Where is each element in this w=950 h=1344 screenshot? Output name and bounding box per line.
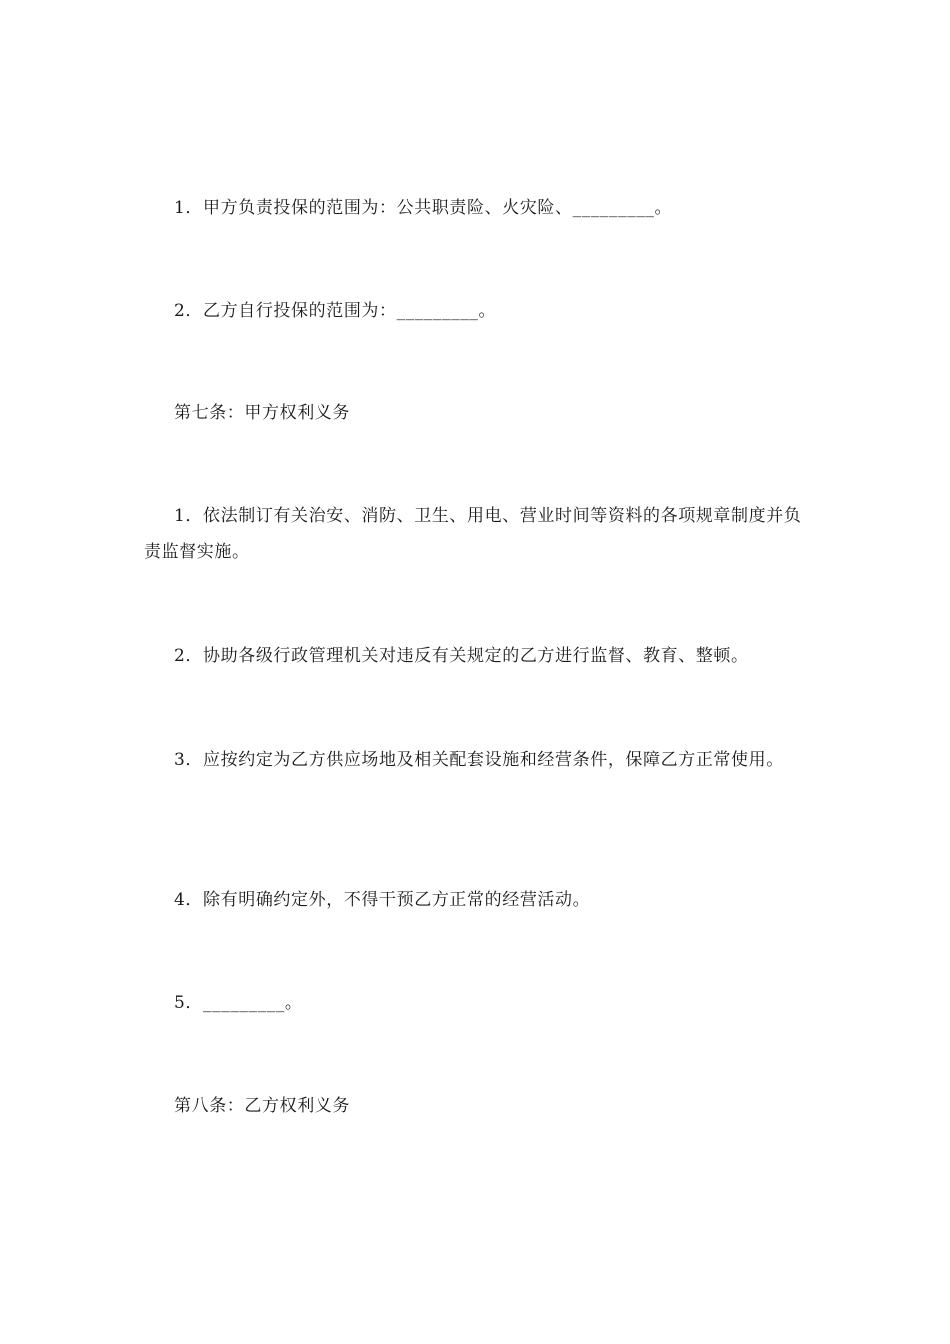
- paragraph-article-7-item-4: 4．除有明确约定外，不得干预乙方正常的经营活动。: [174, 890, 591, 910]
- paragraph-article-7-item-3: 3．应按约定为乙方供应场地及相关配套设施和经营条件，保障乙方正常使用。: [174, 750, 784, 770]
- section-heading-article-7: 第七条：甲方权利义务: [174, 403, 350, 423]
- paragraph-article-7-item-5: 5．_________。: [174, 993, 303, 1013]
- paragraph-article-7-item-1: 1．依法制订有关治安、消防、卫生、用电、营业时间等资料的各项规章制度并负责监督实施。: [144, 506, 802, 562]
- paragraph-insurance-party-a: 1．甲方负责投保的范围为：公共职责险、火灾险、_________。: [174, 198, 673, 218]
- paragraph-insurance-party-b: 2．乙方自行投保的范围为：_________。: [174, 301, 497, 321]
- paragraph-article-7-item-2: 2．协助各级行政管理机关对违反有关规定的乙方进行监督、教育、整顿。: [174, 646, 749, 666]
- section-heading-article-8: 第八条：乙方权利义务: [174, 1096, 350, 1116]
